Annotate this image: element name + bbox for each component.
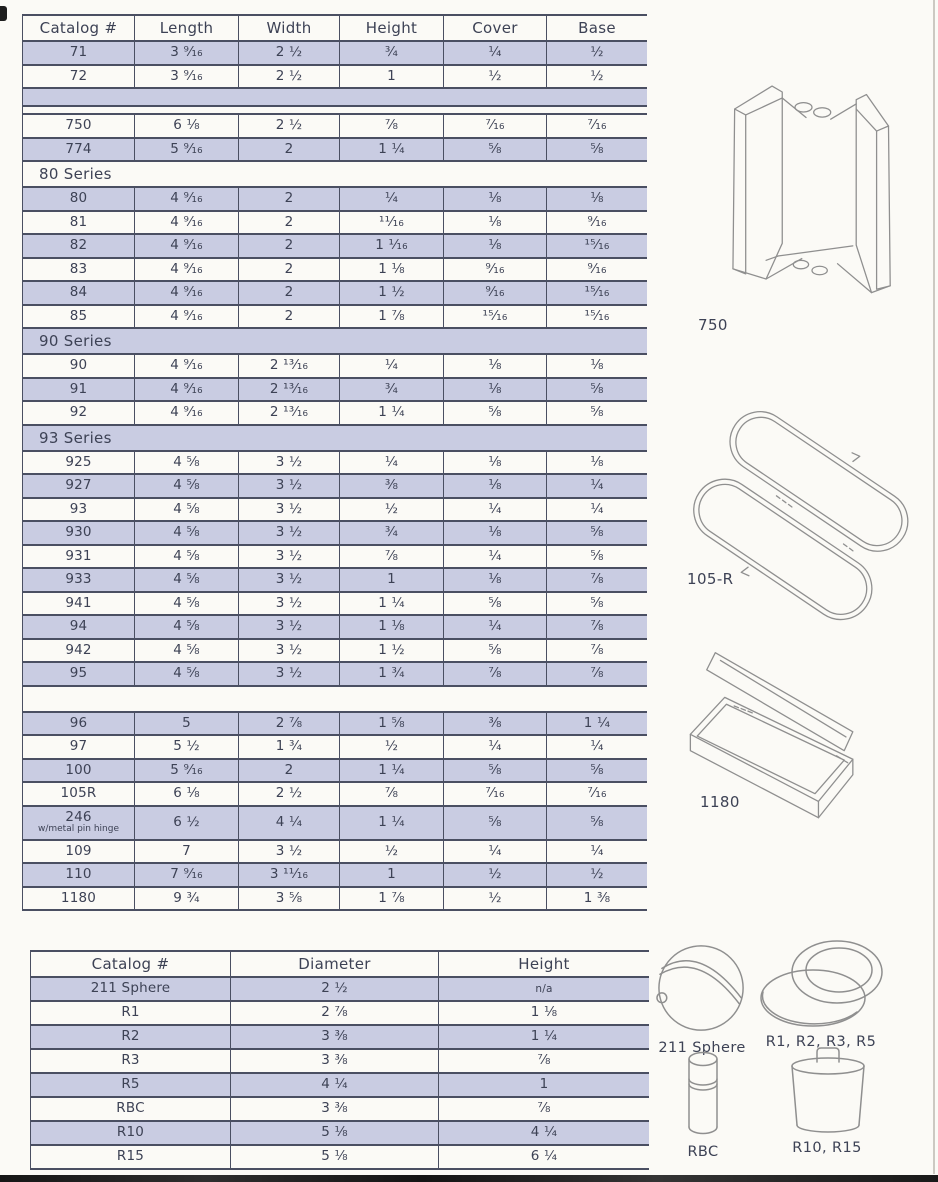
table-row [23,499,647,523]
table-row [23,306,647,330]
dimension-value: 2 ⅞ [231,1002,439,1024]
dimension-value: 4 ¼ [239,807,340,839]
table-gap [23,687,647,713]
dimension-value: ⅞ [340,115,444,137]
table-row [23,713,647,737]
table-row [23,888,647,912]
table-row [23,616,647,640]
dimension-value: ¼ [340,452,444,474]
dimension-value: ⅝ [444,640,547,662]
table-gap [23,107,647,115]
dimension-value: 1 [340,66,444,88]
dimension-value: 4 ⁹⁄₁₆ [135,402,239,424]
column-header: Catalog # [23,16,135,40]
dimension-value: 2 [239,259,340,281]
illustration-r10-r15 [786,1046,868,1156]
dimension-value: 4 ⅝ [135,593,239,615]
dimension-value: 1 ⅝ [340,713,444,735]
dimension-value: 5 ⁹⁄₁₆ [135,139,239,161]
dimension-value: 3 ½ [239,593,340,615]
dimension-value: 6 ⅛ [135,783,239,805]
table-row [23,139,647,163]
dimension-value: 3 ⅝ [239,888,340,910]
dimension-value: 1 ¾ [239,736,340,758]
dimension-value: 7 ⁹⁄₁₆ [135,864,239,886]
dimension-value: ½ [590,67,604,84]
catalog-number: 94 [23,616,135,638]
dimension-value: 2 ½ [239,783,340,805]
dimension-value: 2 ½ [239,115,340,137]
catalog-number [23,807,135,839]
dimension-value: 4 ¼ [231,1074,439,1096]
dimension-value: 1 ¼ [340,139,444,161]
column-header: Catalog # [31,952,231,976]
catalog-number: R10 [31,1122,231,1144]
dimension-value: 4 ⅝ [135,475,239,497]
catalog-number: 84 [23,282,135,304]
catalog-number-text: 246 [65,808,92,825]
dimension-value: 2 ¹³⁄₁₆ [239,355,340,377]
carton-750-drawing [690,58,900,313]
dimension-value: ⅞ [340,783,444,805]
dimension-value: ½ [340,499,444,521]
table-row [23,115,647,139]
column-header: Height [340,16,444,40]
column-header: Base [578,18,616,37]
column-header: Height [518,954,570,973]
dimension-value: 4 ⁹⁄₁₆ [135,306,239,328]
dimension-value: 3 ⅜ [231,1050,439,1072]
scan-artifact-corner [0,6,7,21]
dimension-value: ¾ [340,42,444,64]
column-header: Width [239,16,340,40]
dimensions-table [22,14,647,911]
catalog-number: 82 [23,235,135,257]
table-row [23,379,647,403]
dimension-value: 2 [239,760,340,782]
dimension-value: 2 ½ [231,978,439,1000]
dimension-value: ⅛ [590,357,604,373]
catalog-number-note: w/metal pin hinge [37,824,120,835]
table-row [23,546,647,570]
dimension-value: 1 ⅛ [340,616,444,638]
dimension-value: 6 ½ [135,807,239,839]
dimension-value: ⅛ [444,212,547,234]
dimension-value: 4 ⁹⁄₁₆ [135,379,239,401]
table-row [31,1050,649,1074]
dimension-value: 1 ⅛ [530,1004,558,1021]
dimension-value: ¼ [444,42,547,64]
catalog-number: 110 [23,864,135,886]
dimension-value: 4 ⁹⁄₁₆ [135,259,239,281]
dimension-value: 1 ¼ [340,760,444,782]
table-row [23,66,647,90]
table-row [31,1122,649,1146]
catalog-number: R3 [31,1050,231,1072]
dimension-value: ⅞ [590,665,604,681]
dimension-value: 1 ½ [340,640,444,662]
dimension-value: 5 ⁹⁄₁₆ [135,760,239,782]
dimension-value: ½ [340,841,444,863]
dimension-value: 2 ½ [239,66,340,88]
dimension-value: ¾ [340,522,444,544]
table-row [31,978,649,1002]
dimension-value: ¼ [590,477,604,493]
table-row [23,259,647,283]
illustration-label: R10, R15 [792,1140,862,1156]
page-bottom-edge [0,1175,938,1182]
dimension-value: ½ [444,66,547,88]
dimension-value: 3 ½ [239,475,340,497]
catalog-number: 93 [23,499,135,521]
dimension-value: ⅝ [590,594,604,611]
dimension-value: 4 ⅝ [135,663,239,685]
table-row [23,522,647,546]
dimension-value: ¹⁵⁄₁₆ [584,284,610,300]
catalog-number: 95 [23,663,135,685]
table-row [31,1026,649,1050]
dimension-value: ⅝ [444,807,547,839]
dimension-value: 2 ¹³⁄₁₆ [239,402,340,424]
illustration-round-cases [756,938,886,1050]
dimension-value: 1 ⅞ [340,888,444,910]
catalog-number: 85 [23,306,135,328]
dimension-value: ⅝ [590,547,604,564]
dimension-value: 3 ½ [239,616,340,638]
dimension-value: 3 ½ [239,522,340,544]
dimension-value: ⅞ [340,546,444,568]
catalog-number: 109 [23,841,135,863]
oval-case-drawing [675,382,920,632]
catalog-number: RBC [31,1098,231,1120]
catalog-number: 933 [23,569,135,591]
table-row [23,663,647,687]
dimension-value: 3 ½ [239,452,340,474]
catalog-number: 100 [23,760,135,782]
dimension-value: 3 ½ [239,546,340,568]
dimension-value: ⁷⁄₁₆ [444,783,547,805]
dimension-value: ¼ [590,738,604,754]
table-row [23,402,647,426]
illustration-211-sphere [652,942,752,1056]
table-row [31,1002,649,1026]
table-row [31,1146,649,1170]
catalog-number: R1 [31,1002,231,1024]
dimension-value: ⅝ [444,402,547,424]
dimension-value: 1 ¼ [340,807,444,839]
catalog-number: 72 [23,66,135,88]
catalog-number: 925 [23,452,135,474]
dimension-value: 1 ¼ [583,714,611,731]
sphere-drawing [653,942,751,1034]
table-row [23,452,647,476]
dimension-value: ¼ [444,736,547,758]
dimension-value: ⅝ [590,140,604,157]
dimension-value: ¹⁵⁄₁₆ [444,306,547,328]
dimension-value: 5 ⅛ [231,1122,439,1144]
dimension-value: 3 ½ [239,499,340,521]
catalog-number: 750 [23,115,135,137]
dimension-value: ¹¹⁄₁₆ [340,212,444,234]
dimension-value: 1 ⅛ [340,259,444,281]
catalog-number: 83 [23,259,135,281]
dimension-value: 2 [239,306,340,328]
dimension-value: ⅝ [590,524,604,540]
table-row [23,235,647,259]
dimension-value: ⅞ [590,641,604,658]
catalog-number: 92 [23,402,135,424]
illustration-750 [690,58,900,334]
dimension-value: 6 ⅛ [135,115,239,137]
catalog-number: R2 [31,1026,231,1048]
dimension-value: ⁷⁄₁₆ [587,117,607,133]
dimension-value: 4 ⅝ [135,499,239,521]
column-header: Length [135,16,239,40]
catalog-number: 941 [23,593,135,615]
dimension-value: 1 ¹⁄₁₆ [340,235,444,257]
catalog-number: 90 [23,355,135,377]
dimension-value: 4 ⅝ [135,452,239,474]
catalog-number: 91 [23,379,135,401]
illustration-label: 1180 [700,793,740,811]
dimension-value: 1 ⅜ [583,889,611,906]
dimension-value: ⅛ [444,235,547,257]
table-row [23,355,647,379]
dimension-value: ¹⁵⁄₁₆ [584,237,610,253]
catalog-number: R5 [31,1074,231,1096]
dimension-value: ⅞ [537,1100,551,1117]
rect-box-drawing [662,645,907,840]
series-section-label: 93 Series [23,426,647,452]
illustration-rbc [680,1050,726,1160]
dimension-value: ⅞ [537,1052,551,1069]
dimension-value: 4 ⅝ [135,616,239,638]
table-row [23,760,647,784]
table-row [23,282,647,306]
dimension-value: 4 ⁹⁄₁₆ [135,235,239,257]
dimension-value: 3 ¹¹⁄₁₆ [239,864,340,886]
dimension-value: ¹⁵⁄₁₆ [584,307,610,324]
dimension-value: 4 ⁹⁄₁₆ [135,282,239,304]
dimension-value: ⅝ [444,593,547,615]
dimension-value: ⅛ [444,452,547,474]
dimension-value: ½ [590,44,604,60]
dimension-value: 3 ⁹⁄₁₆ [135,42,239,64]
round-items-table [30,950,649,1170]
dimension-value: 1 ¼ [530,1028,558,1045]
dimension-value: 3 ½ [239,640,340,662]
dimension-value: ⁷⁄₁₆ [444,115,547,137]
dimension-value: ¼ [444,841,547,863]
dimension-value: ½ [340,736,444,758]
dimension-value: ⅝ [590,813,604,830]
page-edge-shadow [933,0,935,1174]
dimension-value: 2 [239,282,340,304]
table-header-row [23,16,647,42]
dimension-value: ¼ [444,499,547,521]
dimension-value: ⅞ [590,618,604,634]
illustration-105r [675,382,920,636]
dimension-value: 4 ⁹⁄₁₆ [135,355,239,377]
catalog-number: 97 [23,736,135,758]
table-row [23,736,647,760]
dimension-value: ⅛ [444,379,547,401]
catalog-number: 774 [23,139,135,161]
dimension-value: ½ [590,866,604,882]
dimension-value: ⅝ [590,404,604,420]
catalog-number: 81 [23,212,135,234]
catalog-number: 71 [23,42,135,64]
dimension-value: 1 ¼ [340,402,444,424]
dimension-value: ⅝ [590,761,604,778]
dimension-value: ⅞ [590,571,604,587]
catalog-number: 105R [23,783,135,805]
table-row [31,1074,649,1098]
dimension-value: ¾ [340,379,444,401]
dimension-value: 3 ½ [239,663,340,685]
dimension-value: 3 ⁹⁄₁₆ [135,66,239,88]
dimension-value: ⅞ [444,663,547,685]
dimension-value: ¼ [444,616,547,638]
tapered-container-drawing [787,1046,867,1134]
dimension-value: 4 ⁹⁄₁₆ [135,212,239,234]
dimension-value: 9 ¾ [135,888,239,910]
dimension-value: 3 ½ [239,569,340,591]
dimension-value: ⅜ [340,475,444,497]
dimension-value: 4 ⅝ [135,569,239,591]
catalog-number: 931 [23,546,135,568]
dimension-value: ⅛ [444,188,547,210]
catalog-number: 96 [23,713,135,735]
dimension-value: ¼ [340,355,444,377]
series-section-label: 90 Series [23,329,647,355]
dimension-value: 2 ⅞ [239,713,340,735]
table-row [23,188,647,212]
dimension-value: 2 ½ [239,42,340,64]
dimension-value: ⅛ [444,475,547,497]
dimension-value: ⁷⁄₁₆ [587,785,607,801]
table-row [23,807,647,841]
dimension-value: 1 [340,864,444,886]
dimension-value: 7 [135,841,239,863]
dimension-value: ⅛ [444,569,547,591]
catalog-number: 211 Sphere [31,978,231,1000]
dimension-value: 2 [239,235,340,257]
dimension-value: 2 ¹³⁄₁₆ [239,379,340,401]
dimension-value: ⁹⁄₁₆ [587,213,607,230]
dimension-value: ⅛ [590,190,604,206]
dimension-value: ⅜ [444,713,547,735]
illustration-label: 750 [698,316,728,334]
series-section-label: 80 Series [23,162,647,188]
dimension-value: 4 ⁹⁄₁₆ [135,188,239,210]
dimension-value: ⅛ [590,453,604,470]
dimension-value: ⅝ [444,760,547,782]
blank-row [23,89,647,107]
table-row [23,783,647,807]
illustration-1180 [662,645,907,844]
dimension-value: 5 ½ [135,736,239,758]
dimension-value: ¼ [590,500,604,517]
dimension-value: ¼ [340,188,444,210]
dimension-value: 6 ¼ [530,1148,558,1165]
dimension-value: ⅝ [590,380,604,397]
dimension-value: 3 ½ [239,841,340,863]
table-row [23,475,647,499]
catalog-number: 80 [23,188,135,210]
table-row [23,212,647,236]
dimension-value: 1 [340,569,444,591]
dimension-value: 4 ⅝ [135,546,239,568]
cylinder-drawing [681,1050,725,1138]
column-header: Cover [444,16,547,40]
dimension-value: 3 ⅜ [231,1098,439,1120]
dimension-value: n/a [535,982,553,995]
dimension-value: ¼ [590,842,604,859]
dimension-value: ½ [444,864,547,886]
dimension-value: ⁹⁄₁₆ [444,259,547,281]
table-row [23,569,647,593]
dimension-value: ⁹⁄₁₆ [587,260,607,277]
dimension-value: 5 [135,713,239,735]
catalog-number: 942 [23,640,135,662]
catalog-number: 927 [23,475,135,497]
table-row [23,841,647,865]
dimension-value: 1 ½ [340,282,444,304]
illustration-label: 105-R [687,570,734,588]
illustration-label: RBC [687,1144,719,1160]
dimension-value: 4 ¼ [530,1124,558,1141]
round-case-drawing [757,938,885,1028]
dimension-value: ½ [444,888,547,910]
column-header: Diameter [231,952,439,976]
dimension-value: 4 ⅝ [135,640,239,662]
table-row [31,1098,649,1122]
catalog-number: 1180 [23,888,135,910]
illustration-label: R1, R2, R3, R5 [765,1034,877,1050]
dimension-value: ⅛ [444,355,547,377]
dimension-value: ⅝ [444,139,547,161]
dimension-value: 4 ⅝ [135,522,239,544]
dimension-value: ⅛ [444,522,547,544]
dimension-value: ¼ [444,546,547,568]
dimension-value: 2 [239,212,340,234]
catalog-number: R15 [31,1146,231,1168]
table-row [23,864,647,888]
illustration-label: 211 Sphere [658,1040,746,1056]
catalog-number: 930 [23,522,135,544]
table-row [23,640,647,664]
dimension-value: 5 ⅛ [231,1146,439,1168]
dimension-value: 1 ⅞ [340,306,444,328]
dimension-value: 2 [239,139,340,161]
dimension-value: 2 [239,188,340,210]
table-row [23,593,647,617]
table-row [23,42,647,66]
table-header-row [31,952,649,978]
dimension-value: 1 ¾ [340,663,444,685]
dimension-value: 1 [539,1076,549,1093]
dimension-value: ⁹⁄₁₆ [444,282,547,304]
dimension-value: 1 ¼ [340,593,444,615]
dimension-value: 3 ⅜ [231,1026,439,1048]
